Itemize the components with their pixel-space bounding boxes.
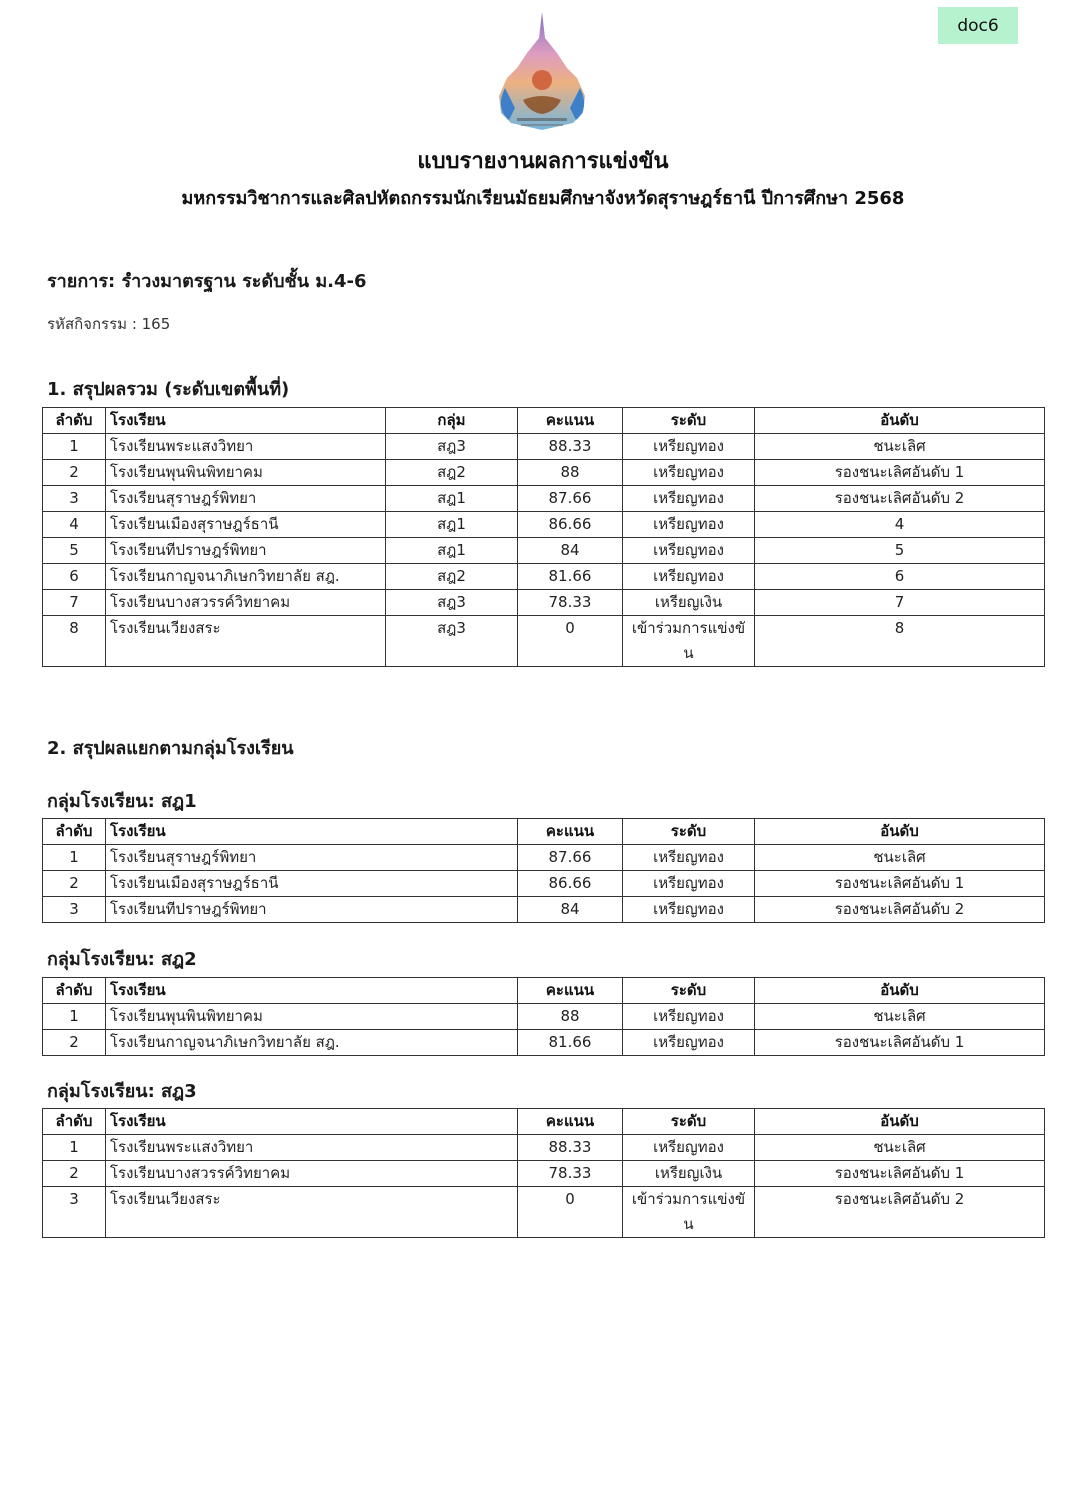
cell-school: โรงเรียนสุราษฎร์พิทยา [106, 486, 386, 512]
cell-no: 2 [43, 871, 106, 897]
table-row [43, 434, 1045, 460]
column-header-school: โรงเรียน [106, 819, 518, 845]
cell-rank: ชนะเลิศ [755, 1004, 1045, 1030]
table-row [43, 538, 1045, 564]
cell-group: สฎ3 [386, 434, 518, 460]
column-header-score: คะแนน [518, 1109, 623, 1135]
cell-score: 84 [518, 538, 623, 564]
cell-level: เหรียญทอง [623, 538, 755, 564]
cell-rank: รองชนะเลิศอันดับ 1 [755, 871, 1045, 897]
column-header-score: คะแนน [518, 819, 623, 845]
cell-group: สฎ3 [386, 590, 518, 616]
table-row [43, 871, 1045, 897]
cell-school: โรงเรียนพุนพินพิทยาคม [106, 1004, 518, 1030]
column-header-no: ลำดับ [43, 408, 106, 434]
cell-school: โรงเรียนทีปราษฎร์พิทยา [106, 897, 518, 923]
activity-code: รหัสกิจกรรม : 165 [47, 315, 171, 333]
cell-rank: 7 [755, 590, 1045, 616]
cell-level: เหรียญทอง [623, 1030, 755, 1056]
cell-score: 78.33 [518, 590, 623, 616]
table-row [43, 486, 1045, 512]
cell-level: เหรียญเงิน [623, 590, 755, 616]
cell-group: สฎ1 [386, 538, 518, 564]
cell-score: 78.33 [518, 1161, 623, 1187]
cell-level: เหรียญทอง [623, 1004, 755, 1030]
table-row [43, 897, 1045, 923]
table-row [43, 1030, 1045, 1056]
cell-no: 1 [43, 1135, 106, 1161]
cell-level: เหรียญทอง [623, 512, 755, 538]
cell-school: โรงเรียนกาญจนาภิเษกวิทยาลัย สฎ. [106, 564, 386, 590]
column-header-score: คะแนน [518, 978, 623, 1004]
cell-school: โรงเรียนพระแสงวิทยา [106, 1135, 518, 1161]
column-header-school: โรงเรียน [106, 1109, 518, 1135]
column-header-rank: อันดับ [755, 819, 1045, 845]
cell-school: โรงเรียนพุนพินพิทยาคม [106, 460, 386, 486]
column-header-rank: อันดับ [755, 408, 1045, 434]
cell-rank: รองชนะเลิศอันดับ 1 [755, 1161, 1045, 1187]
group-heading-sd1: กลุ่มโรงเรียน: สฎ1 [47, 791, 197, 812]
cell-score: 86.66 [518, 871, 623, 897]
group-sd3-results-table [42, 1108, 1045, 1238]
cell-score: 88 [518, 460, 623, 486]
table-row [43, 590, 1045, 616]
table-row [43, 1161, 1045, 1187]
cell-score: 84 [518, 897, 623, 923]
cell-group: สฎ2 [386, 460, 518, 486]
cell-no: 1 [43, 1004, 106, 1030]
table-row [43, 1135, 1045, 1161]
cell-no: 4 [43, 512, 106, 538]
cell-no: 2 [43, 1030, 106, 1056]
table-header-row [43, 978, 1045, 1004]
cell-score: 0 [518, 1187, 623, 1238]
competition-logo-icon [485, 8, 600, 138]
cell-no: 2 [43, 460, 106, 486]
cell-level: เหรียญทอง [623, 845, 755, 871]
column-header-rank: อันดับ [755, 1109, 1045, 1135]
document-tag: doc6 [938, 7, 1018, 44]
group-sd1-results-table [42, 818, 1045, 923]
column-header-score: คะแนน [518, 408, 623, 434]
cell-score: 0 [518, 616, 623, 667]
column-header-level: ระดับ [623, 978, 755, 1004]
cell-no: 6 [43, 564, 106, 590]
cell-group: สฎ1 [386, 486, 518, 512]
cell-level: เข้าร่วมการแข่งขัน [623, 616, 755, 667]
cell-level: เหรียญทอง [623, 564, 755, 590]
cell-level: เหรียญทอง [623, 871, 755, 897]
group-heading-sd3: กลุ่มโรงเรียน: สฎ3 [47, 1081, 197, 1102]
cell-school: โรงเรียนพระแสงวิทยา [106, 434, 386, 460]
cell-rank: รองชนะเลิศอันดับ 1 [755, 460, 1045, 486]
cell-level: เหรียญทอง [623, 897, 755, 923]
column-header-level: ระดับ [623, 408, 755, 434]
cell-group: สฎ1 [386, 512, 518, 538]
cell-school: โรงเรียนเวียงสระ [106, 616, 386, 667]
cell-score: 88.33 [518, 1135, 623, 1161]
cell-score: 87.66 [518, 486, 623, 512]
column-header-level: ระดับ [623, 1109, 755, 1135]
cell-score: 81.66 [518, 1030, 623, 1056]
column-header-no: ลำดับ [43, 1109, 106, 1135]
cell-school: โรงเรียนกาญจนาภิเษกวิทยาลัย สฎ. [106, 1030, 518, 1056]
column-header-no: ลำดับ [43, 978, 106, 1004]
table-row [43, 1004, 1045, 1030]
column-header-no: ลำดับ [43, 819, 106, 845]
table-row [43, 1187, 1045, 1238]
cell-rank: 6 [755, 564, 1045, 590]
cell-school: โรงเรียนเมืองสุราษฎร์ธานี [106, 871, 518, 897]
cell-group: สฎ3 [386, 616, 518, 667]
table-header-row [43, 819, 1045, 845]
cell-no: 7 [43, 590, 106, 616]
cell-rank: 4 [755, 512, 1045, 538]
cell-no: 8 [43, 616, 106, 667]
cell-level: เหรียญทอง [623, 460, 755, 486]
column-header-level: ระดับ [623, 819, 755, 845]
cell-group: สฎ2 [386, 564, 518, 590]
cell-no: 1 [43, 845, 106, 871]
overall-results-table [42, 407, 1045, 667]
cell-no: 1 [43, 434, 106, 460]
cell-no: 2 [43, 1161, 106, 1187]
cell-school: โรงเรียนทีปราษฎร์พิทยา [106, 538, 386, 564]
cell-level: เหรียญทอง [623, 486, 755, 512]
cell-score: 81.66 [518, 564, 623, 590]
table-row [43, 512, 1045, 538]
report-subtitle: มหกรรมวิชาการและศิลปหัตถกรรมนักเรียนมัธยมศึกษาจังหวัดสุราษฎร์ธานี ปีการศึกษา 2568 [181, 188, 905, 209]
cell-rank: 5 [755, 538, 1045, 564]
cell-rank: รองชนะเลิศอันดับ 2 [755, 1187, 1045, 1238]
table-header-row [43, 1109, 1045, 1135]
table-row [43, 564, 1045, 590]
item-title: รายการ: รำวงมาตรฐาน ระดับชั้น ม.4-6 [47, 271, 367, 292]
cell-school: โรงเรียนบางสวรรค์วิทยาคม [106, 590, 386, 616]
table-row [43, 460, 1045, 486]
table-row [43, 616, 1045, 667]
cell-level: เหรียญทอง [623, 434, 755, 460]
cell-school: โรงเรียนเมืองสุราษฎร์ธานี [106, 512, 386, 538]
cell-school: โรงเรียนเวียงสระ [106, 1187, 518, 1238]
column-header-school: โรงเรียน [106, 408, 386, 434]
column-header-rank: อันดับ [755, 978, 1045, 1004]
group-sd2-results-table [42, 977, 1045, 1056]
group-heading-sd2: กลุ่มโรงเรียน: สฎ2 [47, 949, 197, 970]
table-row [43, 845, 1045, 871]
cell-level: เหรียญเงิน [623, 1161, 755, 1187]
cell-school: โรงเรียนสุราษฎร์พิทยา [106, 845, 518, 871]
cell-school: โรงเรียนบางสวรรค์วิทยาคม [106, 1161, 518, 1187]
cell-rank: 8 [755, 616, 1045, 667]
cell-rank: ชนะเลิศ [755, 1135, 1045, 1161]
cell-level: เหรียญทอง [623, 1135, 755, 1161]
cell-no: 3 [43, 486, 106, 512]
table-header-row [43, 408, 1045, 434]
section2-heading: 2. สรุปผลแยกตามกลุ่มโรงเรียน [47, 738, 294, 759]
cell-rank: รองชนะเลิศอันดับ 2 [755, 897, 1045, 923]
cell-score: 88 [518, 1004, 623, 1030]
section1-heading: 1. สรุปผลรวม (ระดับเขตพื้นที่) [47, 379, 290, 400]
cell-rank: รองชนะเลิศอันดับ 1 [755, 1030, 1045, 1056]
cell-rank: ชนะเลิศ [755, 434, 1045, 460]
column-header-school: โรงเรียน [106, 978, 518, 1004]
cell-no: 3 [43, 1187, 106, 1238]
cell-score: 86.66 [518, 512, 623, 538]
cell-no: 3 [43, 897, 106, 923]
column-header-group: กลุ่ม [386, 408, 518, 434]
cell-no: 5 [43, 538, 106, 564]
cell-score: 88.33 [518, 434, 623, 460]
cell-score: 87.66 [518, 845, 623, 871]
cell-rank: รองชนะเลิศอันดับ 2 [755, 486, 1045, 512]
cell-rank: ชนะเลิศ [755, 845, 1045, 871]
report-title: แบบรายงานผลการแข่งขัน [417, 149, 669, 174]
cell-level: เข้าร่วมการแข่งขัน [623, 1187, 755, 1238]
